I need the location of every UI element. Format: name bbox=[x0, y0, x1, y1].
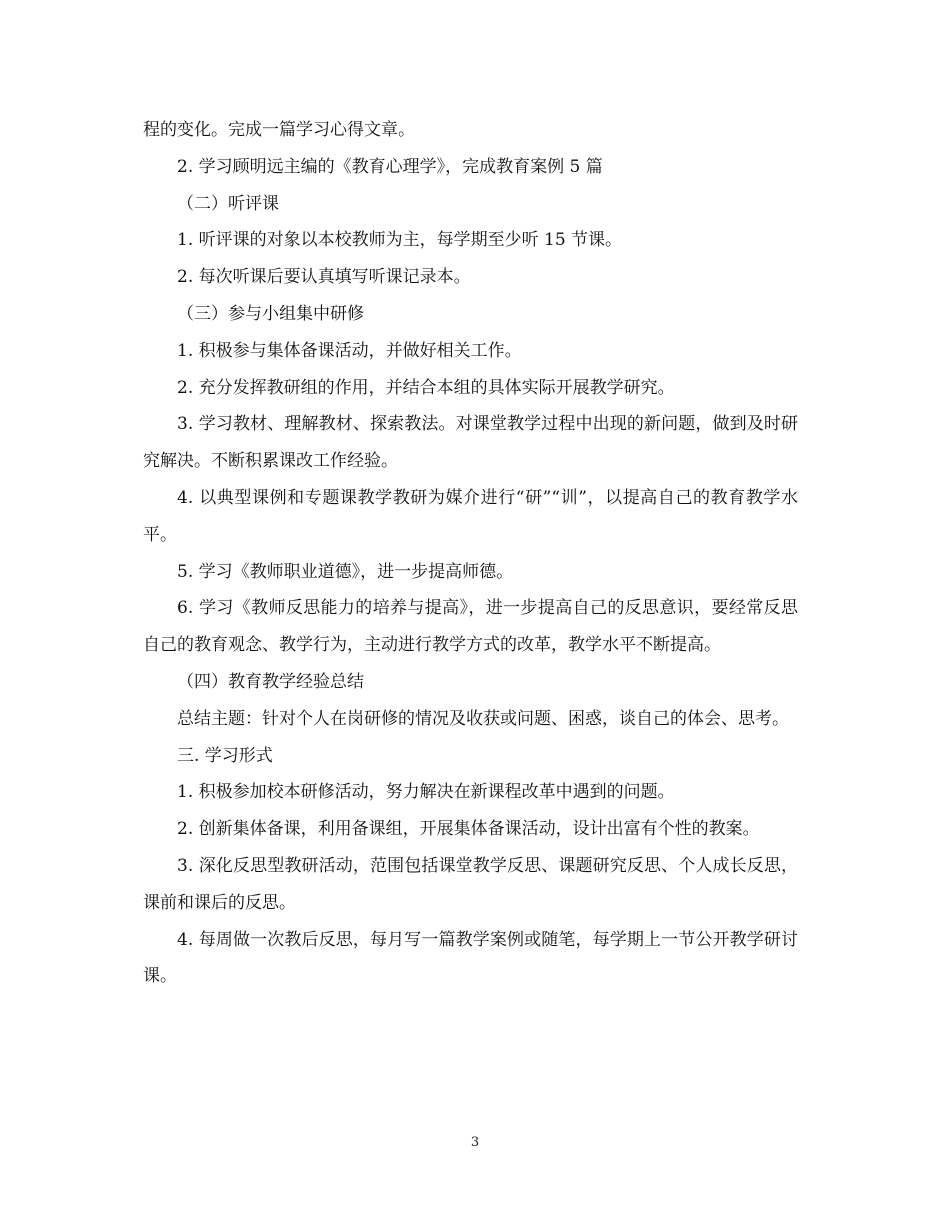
paragraph: 3. 学习教材、理解教材、探索教法。对课堂教学过程中出现的新问题，做到及时研究解决。不断积累课改工作经验。 bbox=[143, 414, 798, 472]
section-heading: （四）教育教学经验总结 bbox=[177, 671, 364, 692]
section-heading: （三）参与小组集中研修 bbox=[177, 303, 364, 324]
section-heading: （二）听评课 bbox=[177, 193, 279, 214]
paragraph: 2. 充分发挥教研组的作用，并结合本组的具体实际开展教学研究。 bbox=[177, 377, 675, 398]
section-heading: 三. 学习形式 bbox=[177, 745, 273, 766]
document-body bbox=[143, 112, 798, 995]
paragraph: 6. 学习《教师反思能力的培养与提高》，进一步提高自己的反思意识，要经常反思自己的教育观念、教学行为，主动进行教学方式的改革，教学水平不断提高。 bbox=[143, 598, 798, 656]
paragraph: 2. 创新集体备课，利用备课组，开展集体备课活动，设计出富有个性的教案。 bbox=[177, 819, 760, 840]
paragraph: 5. 学习《教师职业道德》，进一步提高师德。 bbox=[177, 561, 514, 582]
paragraph: 1. 积极参加校本研修活动，努力解决在新课程改革中遇到的问题。 bbox=[177, 782, 675, 803]
paragraph: 2. 学习顾明远主编的《教育心理学》，完成教育案例 5 篇 bbox=[177, 156, 603, 177]
page-number: 3 bbox=[470, 1135, 480, 1150]
paragraph: 4. 以典型课例和专题课教学教研为媒介进行“研”“训”，以提高自己的教育教学水平。 bbox=[143, 487, 798, 545]
paragraph: 2. 每次听课后要认真填写听课记录本。 bbox=[177, 267, 471, 288]
paragraph: 4. 每周做一次教后反思，每月写一篇教学案例或随笔，每学期上一节公开教学研讨课。 bbox=[143, 929, 798, 987]
paragraph: 程的变化。完成一篇学习心得文章。 bbox=[143, 120, 415, 140]
paragraph: 1. 积极参与集体备课活动，并做好相关工作。 bbox=[177, 340, 522, 361]
paragraph: 1. 听评课的对象以本校教师为主，每学期至少听 15 节课。 bbox=[177, 230, 623, 251]
paragraph: 3. 深化反思型教研活动，范围包括课堂教学反思、课题研究反思、个人成长反思，课前和课后的反思。 bbox=[143, 855, 798, 913]
paragraph: 总结主题：针对个人在岗研修的情况及收获或问题、困惑，谈自己的体会、思考。 bbox=[177, 708, 789, 729]
